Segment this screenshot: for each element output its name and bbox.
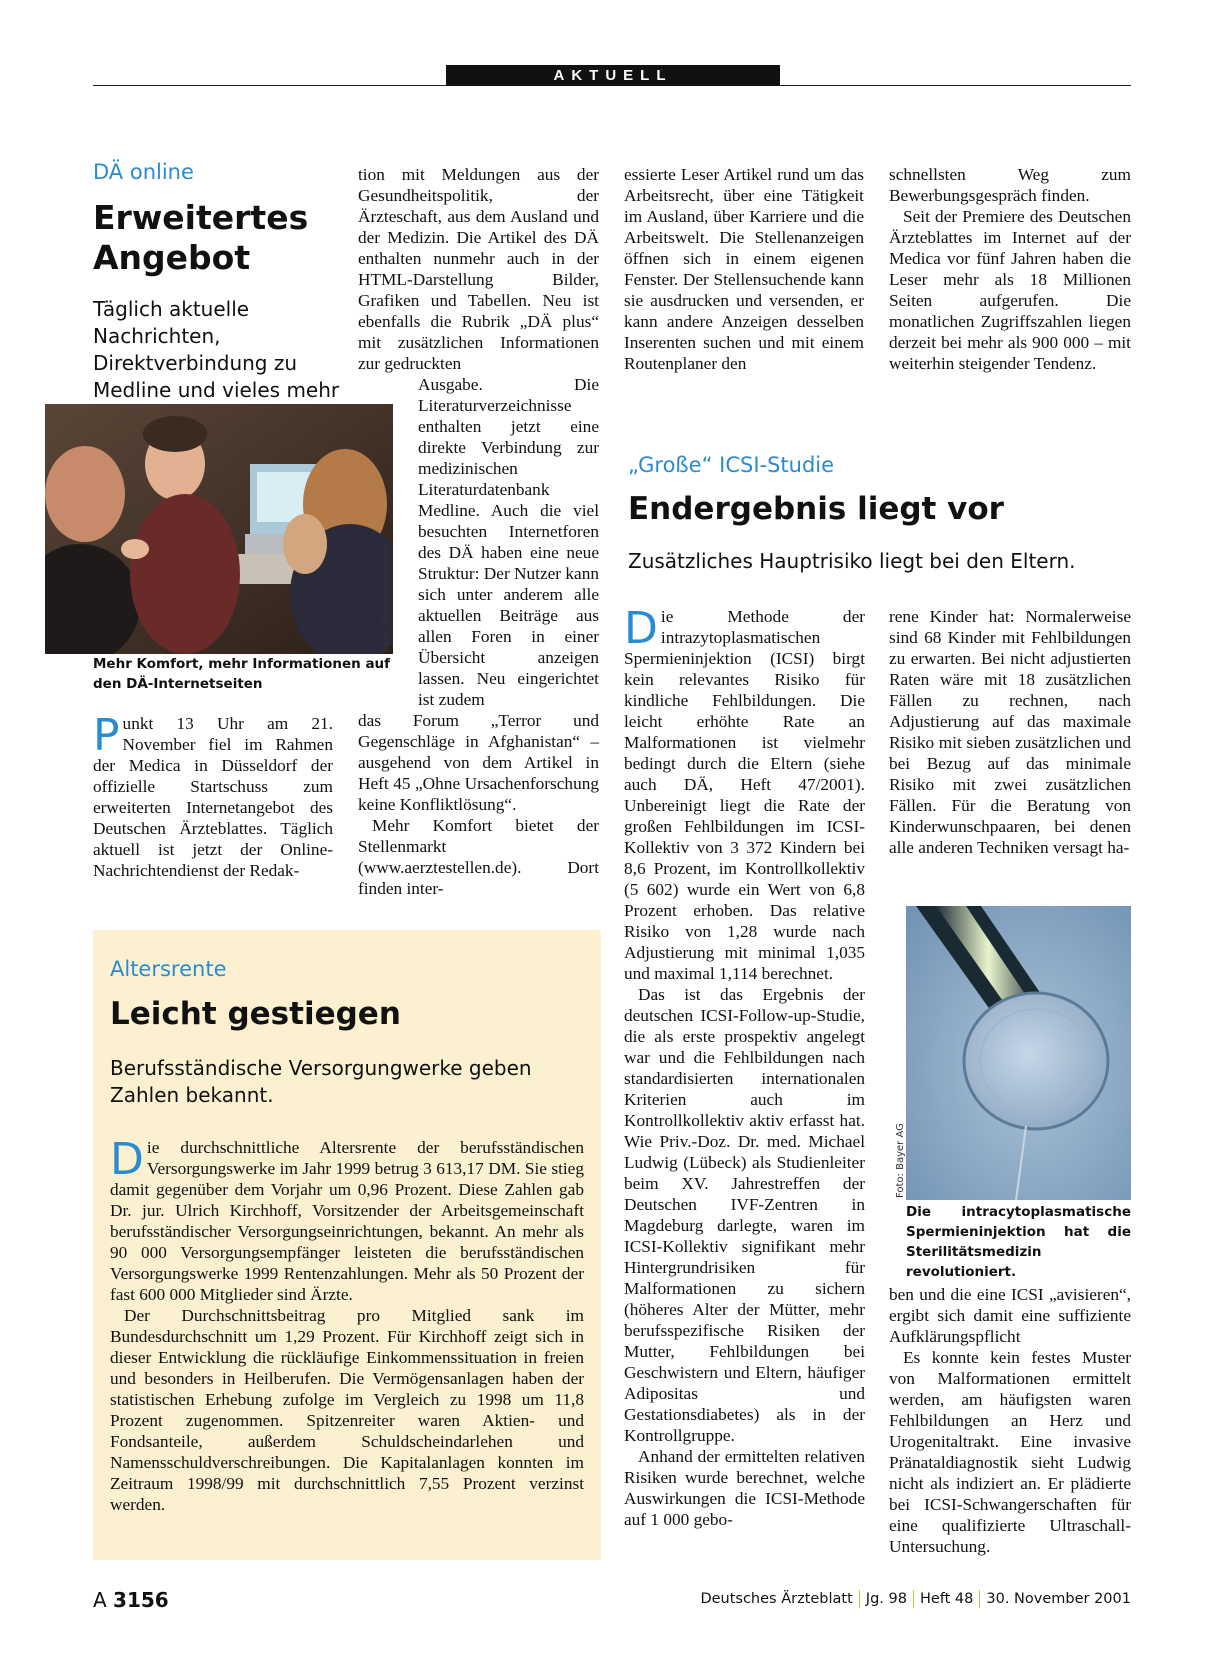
article3-p2: Der Durchschnittsbeitrag pro Mitglied sank im Bundesdurchschnitt um 1,29 Prozent. Für Kirchhoff zeigt sich in dieser Entwicklung die rückläufige Einkommenssituation in freien und besonders in Heilberufen. Die Vermögensanlagen haben der statistischen Erhebung zufolge im Vergleich zu 1998 um 11,8 Prozent zugenommen. Spitzenreiter waren Aktien- und Fondsanteile, außerdem Schuldscheindarlehen und Namensschuldverschreibungen. Die Kapitalanlagen konnten im Zeitraum 1998/99 mit durchschnittlich 7,55 Prozent verzinst werden. <box>110 1306 584 1514</box>
article1-caption: Mehr Komfort, mehr Informationen auf den DÄ-Internetseiten <box>93 656 391 692</box>
journal-footer <box>700 1590 1131 1608</box>
article1-photo-credit: Foto: Eberhard Hahne <box>381 542 392 652</box>
drop-cap: D <box>624 603 658 654</box>
drop-cap: D <box>110 1134 144 1185</box>
article2-column-2-top <box>889 606 1131 858</box>
article1-col2-text-bottom2: Mehr Komfort bietet der Stellenmarkt (www.aerztestellen.de). Dort finden inter- <box>358 816 599 898</box>
article2-caption: Die intracytoplasmatische Spermieninjektion hat die Sterilitätsmedizin revolutioniert. <box>906 1204 1131 1280</box>
article1-col1-text: unkt 13 Uhr am 21. November fiel im Rahmen der Medica in Düsseldorf der offizielle Startschuss zum erweiterten Internetangebot des Deutschen Ärzteblattes. Täglich aktuell ist jetzt der Online-Nachrichtendienst der Redak- <box>93 714 333 880</box>
footer-separator <box>913 1590 914 1608</box>
article1-photo <box>45 404 393 654</box>
article1-column-1 <box>93 710 333 881</box>
photo-icsi-microscopy <box>906 906 1131 1200</box>
footer-separator <box>859 1590 860 1608</box>
article2-col1-p3: Anhand der ermittelten relativen Risiken wurde berechnet, welche Auswirkungen die ICSI-Methode auf 1 000 gebo- <box>624 1447 865 1529</box>
article3-headline: Leicht gestiegen <box>110 996 401 1032</box>
article1-column-2-bottom <box>358 710 599 899</box>
article2-photo-credit: Foto: Bayer AG <box>895 1123 906 1198</box>
article2-headline: Endergebnis liegt vor <box>628 491 1004 527</box>
article2-photo <box>906 906 1131 1200</box>
article1-col3-text: essierte Leser Artikel rund um das Arbeitsrecht, über eine Tätigkeit im Ausland, über Karriere und die Arbeitswelt. Die Stellenanzeigen öffnen sich in einem eigenen Fenster. Der Stellensuchende kann sie ausdrucken und versenden, er kann andere Anzeigen desselben Inserenten suchen und mit einem Routenplaner den <box>624 165 864 373</box>
article2-column-2-bottom <box>889 1284 1131 1557</box>
journal-name: Deutsches Ärzteblatt <box>700 1591 853 1607</box>
photo-people-at-computer <box>45 404 393 654</box>
article3-deck: Berufsständische Versorgungwerke geben Zahlen bekannt. <box>110 1056 532 1107</box>
article1-col4-text-p1: schnellsten Weg zum Bewerbungsgespräch finden. <box>889 165 1131 205</box>
article1-column-2-narrow <box>418 374 599 710</box>
article1-deck: Täglich aktuelle Nachrichten, Direktverbindung zu Medline und vieles mehr <box>93 297 340 402</box>
article2-col2-p2: ben und die eine ICSI „avisieren“, ergibt sich damit eine suffiziente Aufklärungspflicht <box>889 1285 1131 1346</box>
article2-col2-p1: rene Kinder hat: Normalerweise sind 68 Kinder mit Fehlbildungen zu erwarten. Bei nicht adjustierten Raten wäre mit 18 zusätzlichen Fällen zu rechnen, nach Adjustierung auf das maximale Risiko mit sieben zusätzlichen und bei Bezug auf das minimale Risiko mit zwei zusätzlichen Fällen. Für die Beratung von Kinderwunschpaaren, bei denen alle anderen Techniken versagt ha- <box>889 607 1131 857</box>
footer-separator <box>979 1590 980 1608</box>
article1-col2-text-top: tion mit Meldungen aus der Gesundheitspolitik, der Ärzteschaft, aus dem Ausland und der Medizin. Die Artikel des DÄ enthalten nunmehr auch in der HTML-Darstellung Bilder, Grafiken und Tabellen. Neu ist ebenfalls die Rubrik „DÄ plus“ mit zusätzlichen Informationen zur gedruckten <box>358 165 599 373</box>
journal-volume: Jg. 98 <box>865 1591 907 1607</box>
article2-deck: Zusätzliches Hauptrisiko liegt bei den Eltern. <box>628 549 1076 573</box>
article1-column-2-top <box>358 164 599 374</box>
article1-col2-text-narrow: Ausgabe. Die Literaturverzeichnisse enthalten jetzt eine direkte Verbindung zur medizinischen Literaturdatenbank Medline. Auch die viel besuchten Internetforen des DÄ haben eine neue Struktur: Der Nutzer kann sich unter anderem alle aktuellen Beiträge aus allen Foren in einer Übersicht anzeigen lassen. Neu eingerichtet ist zudem <box>418 375 599 709</box>
article2-col1-p2: Das ist das Ergebnis der deutschen ICSI-Follow-up-Studie, die als erste prospektiv angelegt war und die Fehlbildungen nach standardisierten internationalen Kriterien auch im Kontrollkollektiv aktiv erfasst hat. Wie Priv.-Doz. Dr. med. Michael Ludwig (Lübeck) als Studienleiter beim XV. Jahrestreffen der Deutschen IVF-Zentren in Magdeburg darlegte, waren im ICSI-Kollektiv signifikant mehr Hintergrundrisiken für Malformationen zu sichern (höheres Alter der Mütter, mehr berufsspezifische Risiken der Mutter, Fehlbildungen bei Geschwistern und Eltern, häufiger Adipositas und Gestationsdiabetes) als in der Kontrollgruppe. <box>624 985 865 1445</box>
page-number-value: 3156 <box>113 1588 169 1612</box>
article3-p1: ie durchschnittliche Altersrente der berufsständischen Versorgungswerke im Jahr 1999 betrug 3 613,17 DM. Sie stieg damit gegenüber dem Vorjahr um 0,96 Prozent. Diese Zahlen gab Dr. jur. Ulrich Kirchhoff, Vorsitzender der Arbeitsgemeinschaft berufsständischer Versorgungseinrichtungen, bekannt. An mehr als 90 000 Versorgungsempfänger leisteten die berufsständischen Versorgungswerke 1999 Rentenzahlungen. Mehr als 50 Prozent der fast 600 000 Mitglieder sind Ärzte. <box>110 1138 584 1304</box>
article2-kicker: „Große“ ICSI-Studie <box>628 453 835 477</box>
article3-body <box>110 1134 584 1515</box>
article2-col2-p3: Es konnte kein festes Muster von Malformationen ermittelt werden, am häufigsten waren Fehlbildungen an Herz und Urogenitaltrakt. Eine invasive Pränataldiagnostik sieht Ludwig nicht als indiziert an. Er plädierte bei ICSI-Schwangerschaften für eine qualifizierte Ultraschall-Untersuchung. <box>889 1348 1131 1556</box>
article3-kicker: Altersrente <box>110 957 227 981</box>
page-prefix: A <box>93 1588 107 1612</box>
journal-date: 30. November 2001 <box>986 1591 1131 1607</box>
article1-col2-text-bottom1: das Forum „Terror und Gegenschläge in Afghanistan“ – ausgehend von dem Artikel in Heft 45 „Ohne Ursachenforschung keine Konfliktlösung“. <box>358 711 599 814</box>
article2-column-1 <box>624 603 865 1530</box>
article1-column-3 <box>624 164 864 374</box>
article1-headline: Erweitertes Angebot <box>93 198 309 277</box>
article1-kicker: DÄ online <box>93 160 194 184</box>
journal-issue: Heft 48 <box>919 1591 974 1607</box>
article1-column-4 <box>889 164 1131 374</box>
section-label: AKTUELL <box>446 65 780 86</box>
drop-cap: P <box>93 710 120 761</box>
article1-col4-text-p2: Seit der Premiere des Deutschen Ärzteblattes im Internet auf der Medica vor fünf Jahren haben die Leser mehr als 18 Millionen Seiten aufgerufen. Die monatlichen Zugriffszahlen liegen derzeit bei mehr als 900 000 – mit weiterhin steigender Tendenz. <box>889 207 1131 373</box>
article2-col1-p1: ie Methode der intrazytoplasmatischen Spermieninjektion (ICSI) birgt kein relevantes Risiko für kindliche Fehlbildungen. Die leicht erhöhte Rate an Malformationen ist vielmehr bedingt durch die Eltern (siehe auch DÄ, Heft 47/2001). Unbereinigt liegt die Rate der großen Fehlbildungen im ICSI-Kollektiv von 3 372 Kindern bei 8,6 Prozent, im Kontrollkollektiv (5 602) wurde ein Wert von 6,8 Prozent erhoben. Das relative Risiko von 1,28 wurde nach Adjustierung mit minimal 1,035 und maximal 1,114 berechnet. <box>624 607 865 983</box>
page-number <box>93 1588 169 1612</box>
